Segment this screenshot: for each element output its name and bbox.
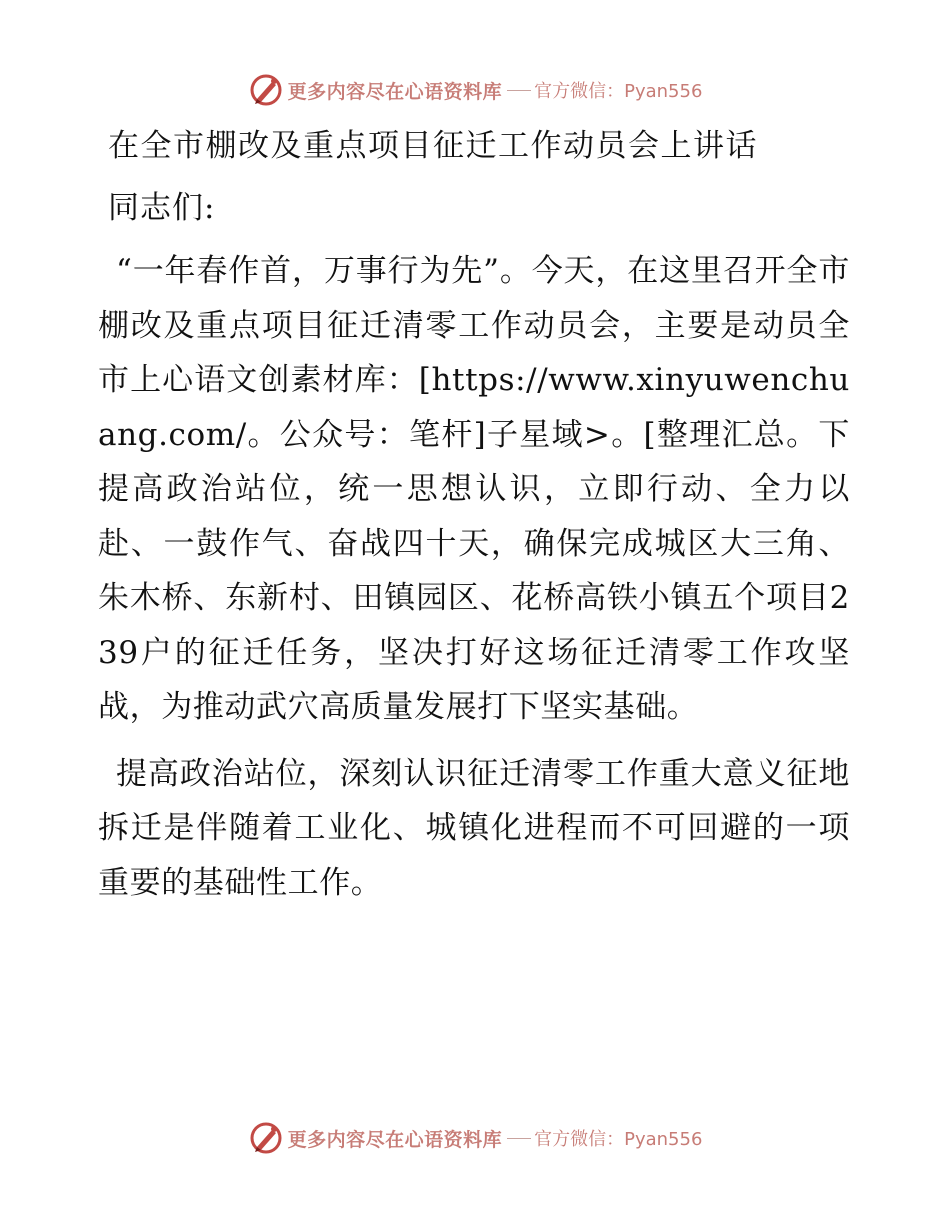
banner-wechat-text: 官方微信：Pyan556: [534, 81, 703, 102]
paragraph-2: 提高政治站位，深刻认识征迁清零工作重大意义征地拆迁是伴随着工业化、城镇化进程而不可回避的一项重要的基础性工作。: [98, 755, 850, 901]
banner-separator: [507, 1138, 531, 1139]
banner-main-text: 更多内容尽在心语资料库: [287, 1128, 503, 1151]
pen-circle-logo-icon: [248, 72, 284, 108]
document-body: [98, 120, 850, 910]
banner-separator: [507, 90, 531, 91]
document-title: 在全市棚改及重点项目征迁工作动员会上讲话: [108, 128, 758, 164]
banner-main-text: 更多内容尽在心语资料库: [287, 80, 503, 103]
paragraph-1: “一年春作首，万事行为先”。今天，在这里召开全市棚改及重点项目征迁清零工作动员会，主要是动员全市上心语文创素材库：[https://www.xinyuwenchuang.com/。公众号：笔杆]子星域>。[整理汇总。下提高政治站位，统一思想认识，立即行动、全力以赴、一鼓作气、奋战四十天，确保完成城区大三角、朱木桥、东新村、田镇园区、花桥高铁小镇五个项目239户的征迁任务，坚决打好这场征迁清零工作攻坚战，为推动武穴高质量发展打下坚实基础。: [98, 253, 850, 725]
banner-wechat-text: 官方微信：Pyan556: [534, 1129, 703, 1150]
footer-banner: [0, 1118, 950, 1158]
header-banner: [0, 70, 950, 110]
pen-circle-logo-icon: [248, 1120, 284, 1156]
salutation: 同志们:: [108, 190, 216, 226]
